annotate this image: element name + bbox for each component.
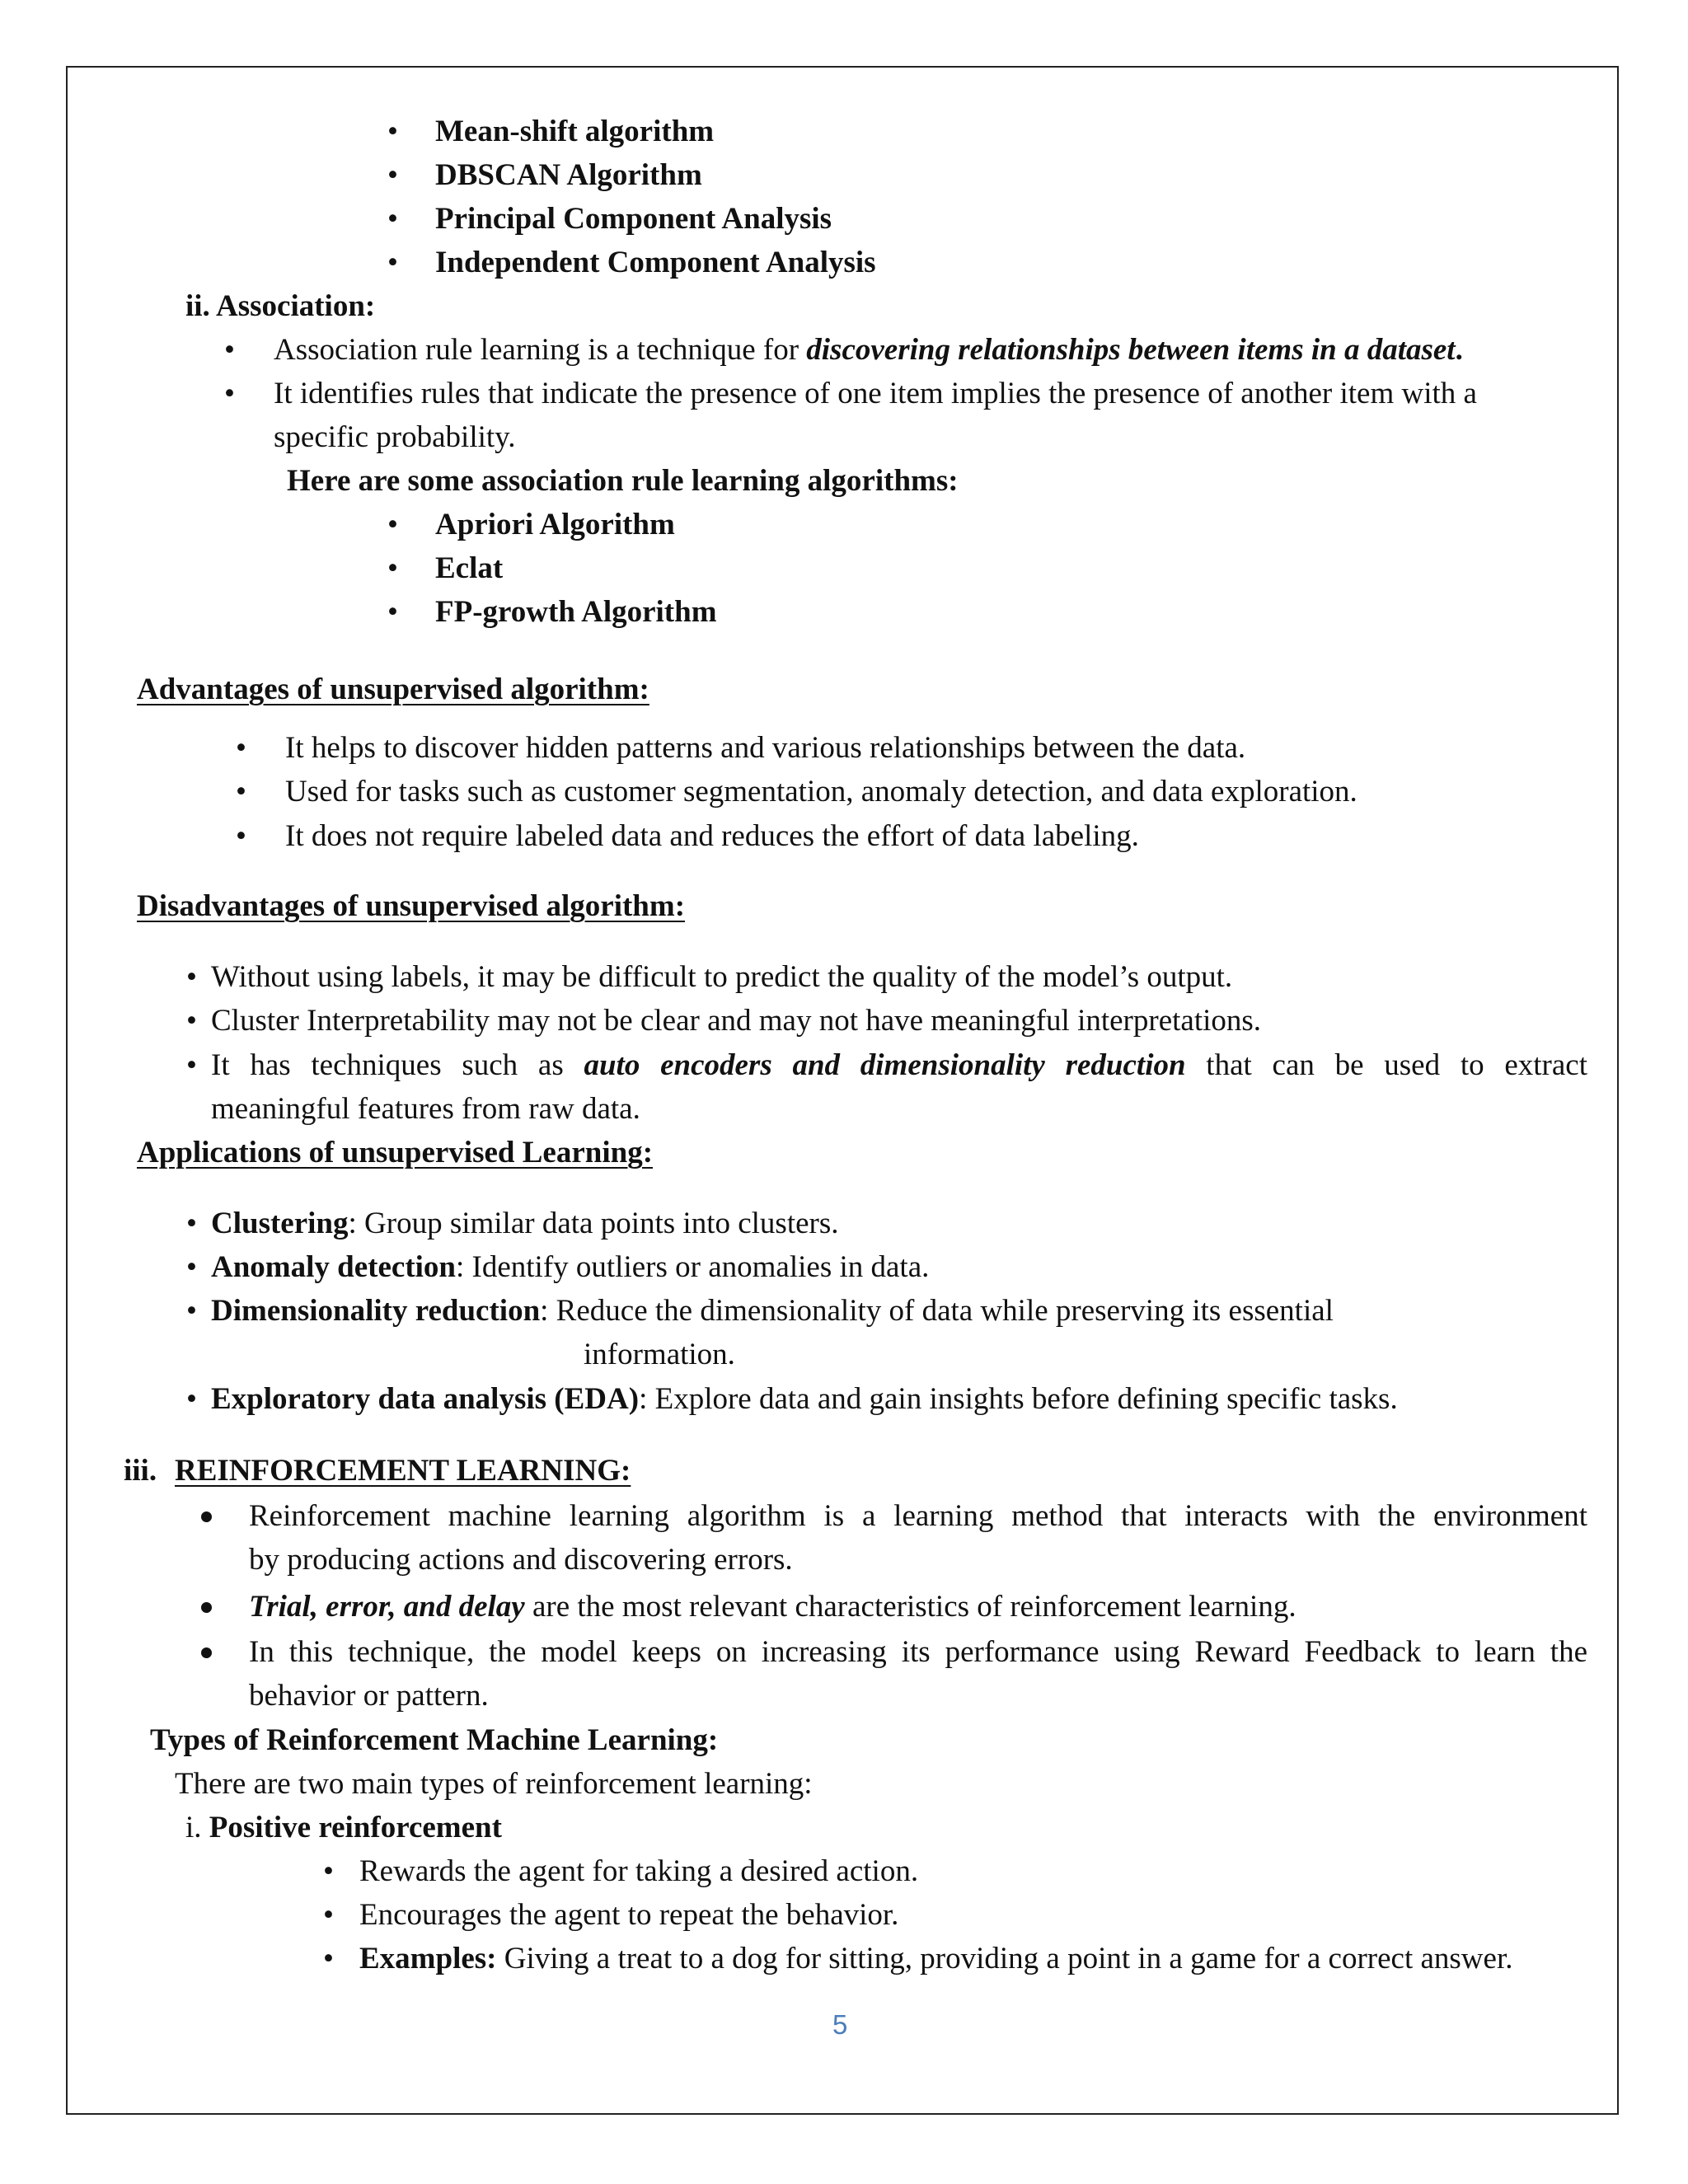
bullet: • <box>387 595 398 629</box>
reinforcement-bullet-1-line2: by producing actions and discovering errors. <box>249 1543 793 1577</box>
bullet: • <box>387 202 398 236</box>
reinforcement-bullet-2: Trial, error, and delay are the most relevant characteristics of reinforcement learning. <box>249 1590 1296 1624</box>
association-heading: ii. Association: <box>185 289 376 323</box>
disadvantage-item-3-line1: It has techniques such as auto encoders and dimensionality reduction that can be used to extract <box>211 1048 1587 1082</box>
types-heading: Types of Reinforcement Machine Learning: <box>150 1723 719 1757</box>
application-item: Anomaly detection: Identify outliers or anomalies in data. <box>211 1250 930 1284</box>
bullet: • <box>186 1382 197 1416</box>
application-item: Clustering: Group similar data points into clusters. <box>211 1207 839 1240</box>
bullet: • <box>224 333 235 367</box>
bullet <box>201 1602 212 1613</box>
page-number: 5 <box>832 2009 848 2040</box>
association-algos-intro: Here are some association rule learning algorithms: <box>287 464 959 498</box>
bullet: • <box>236 731 246 765</box>
bullet <box>201 1647 212 1658</box>
bullet: • <box>186 1004 197 1038</box>
bullet: • <box>323 1854 334 1888</box>
list-item: DBSCAN Algorithm <box>435 158 702 192</box>
bullet: • <box>387 158 398 192</box>
reinforcement-bullet-3-line1: In this technique, the model keeps on increasing its performance using Reward Feedback to learn the <box>249 1635 1587 1669</box>
reinforcement-bullet-3-line2: behavior or pattern. <box>249 1679 489 1713</box>
bullet: • <box>387 246 398 279</box>
bullet: • <box>236 775 246 808</box>
bullet <box>201 1511 212 1522</box>
bullet: • <box>323 1942 334 1975</box>
bullet: • <box>236 819 246 853</box>
disadvantage-item: Cluster Interpretability may not be clear and may not have meaningful interpretations. <box>211 1004 1262 1038</box>
list-item: Eclat <box>435 551 504 585</box>
application-item: Exploratory data analysis (EDA): Explore data and gain insights before defining specific tasks. <box>211 1382 1398 1416</box>
bullet: • <box>186 1250 197 1284</box>
list-item: FP-growth Algorithm <box>435 595 717 629</box>
advantage-item: It helps to discover hidden patterns and various relationships between the data. <box>285 731 1246 765</box>
bullet: • <box>186 1207 197 1240</box>
list-item: Apriori Algorithm <box>435 508 675 541</box>
positive-item: Rewards the agent for taking a desired action. <box>359 1854 919 1888</box>
positive-reinforcement-heading: i. Positive reinforcement <box>185 1811 502 1844</box>
bullet: • <box>323 1898 334 1932</box>
bullet: • <box>387 551 398 585</box>
positive-item: Encourages the agent to repeat the behavior. <box>359 1898 899 1932</box>
advantage-item: It does not require labeled data and reduces the effort of data labeling. <box>285 819 1139 853</box>
reinforcement-heading: REINFORCEMENT LEARNING: <box>175 1454 631 1488</box>
positive-examples: Examples: Giving a treat to a dog for sitting, providing a point in a game for a correct answer. <box>359 1942 1513 1975</box>
bullet: • <box>186 1048 197 1082</box>
bullet: • <box>224 377 235 410</box>
list-item: Mean-shift algorithm <box>435 115 715 148</box>
advantages-heading: Advantages of unsupervised algorithm: <box>137 673 649 706</box>
reinforcement-number: iii. <box>124 1454 157 1488</box>
application-item: Dimensionality reduction: Reduce the dimensionality of data while preserving its essential <box>211 1294 1334 1328</box>
bullet: • <box>387 508 398 541</box>
association-bullet-2-line2: specific probability. <box>274 420 516 454</box>
bullet: • <box>186 960 197 994</box>
advantage-item: Used for tasks such as customer segmentation, anomaly detection, and data exploration. <box>285 775 1357 808</box>
reinforcement-bullet-1-line1: Reinforcement machine learning algorithm is a learning method that interacts with the environment <box>249 1499 1587 1533</box>
association-bullet-2-line1: It identifies rules that indicate the presence of one item implies the presence of another item with a <box>274 377 1477 410</box>
association-bullet-1: Association rule learning is a technique for discovering relationships between items in a dataset. <box>274 333 1463 367</box>
bullet: • <box>186 1294 197 1328</box>
application-item-continuation: information. <box>584 1338 735 1371</box>
applications-heading: Applications of unsupervised Learning: <box>137 1136 654 1169</box>
disadvantages-heading: Disadvantages of unsupervised algorithm: <box>137 889 686 923</box>
list-item: Principal Component Analysis <box>435 202 832 236</box>
bullet: • <box>387 115 398 148</box>
disadvantage-item: Without using labels, it may be difficult to predict the quality of the model’s output. <box>211 960 1233 994</box>
types-intro: There are two main types of reinforcement learning: <box>175 1767 813 1801</box>
disadvantage-item-3-line2: meaningful features from raw data. <box>211 1092 640 1126</box>
list-item: Independent Component Analysis <box>435 246 876 279</box>
